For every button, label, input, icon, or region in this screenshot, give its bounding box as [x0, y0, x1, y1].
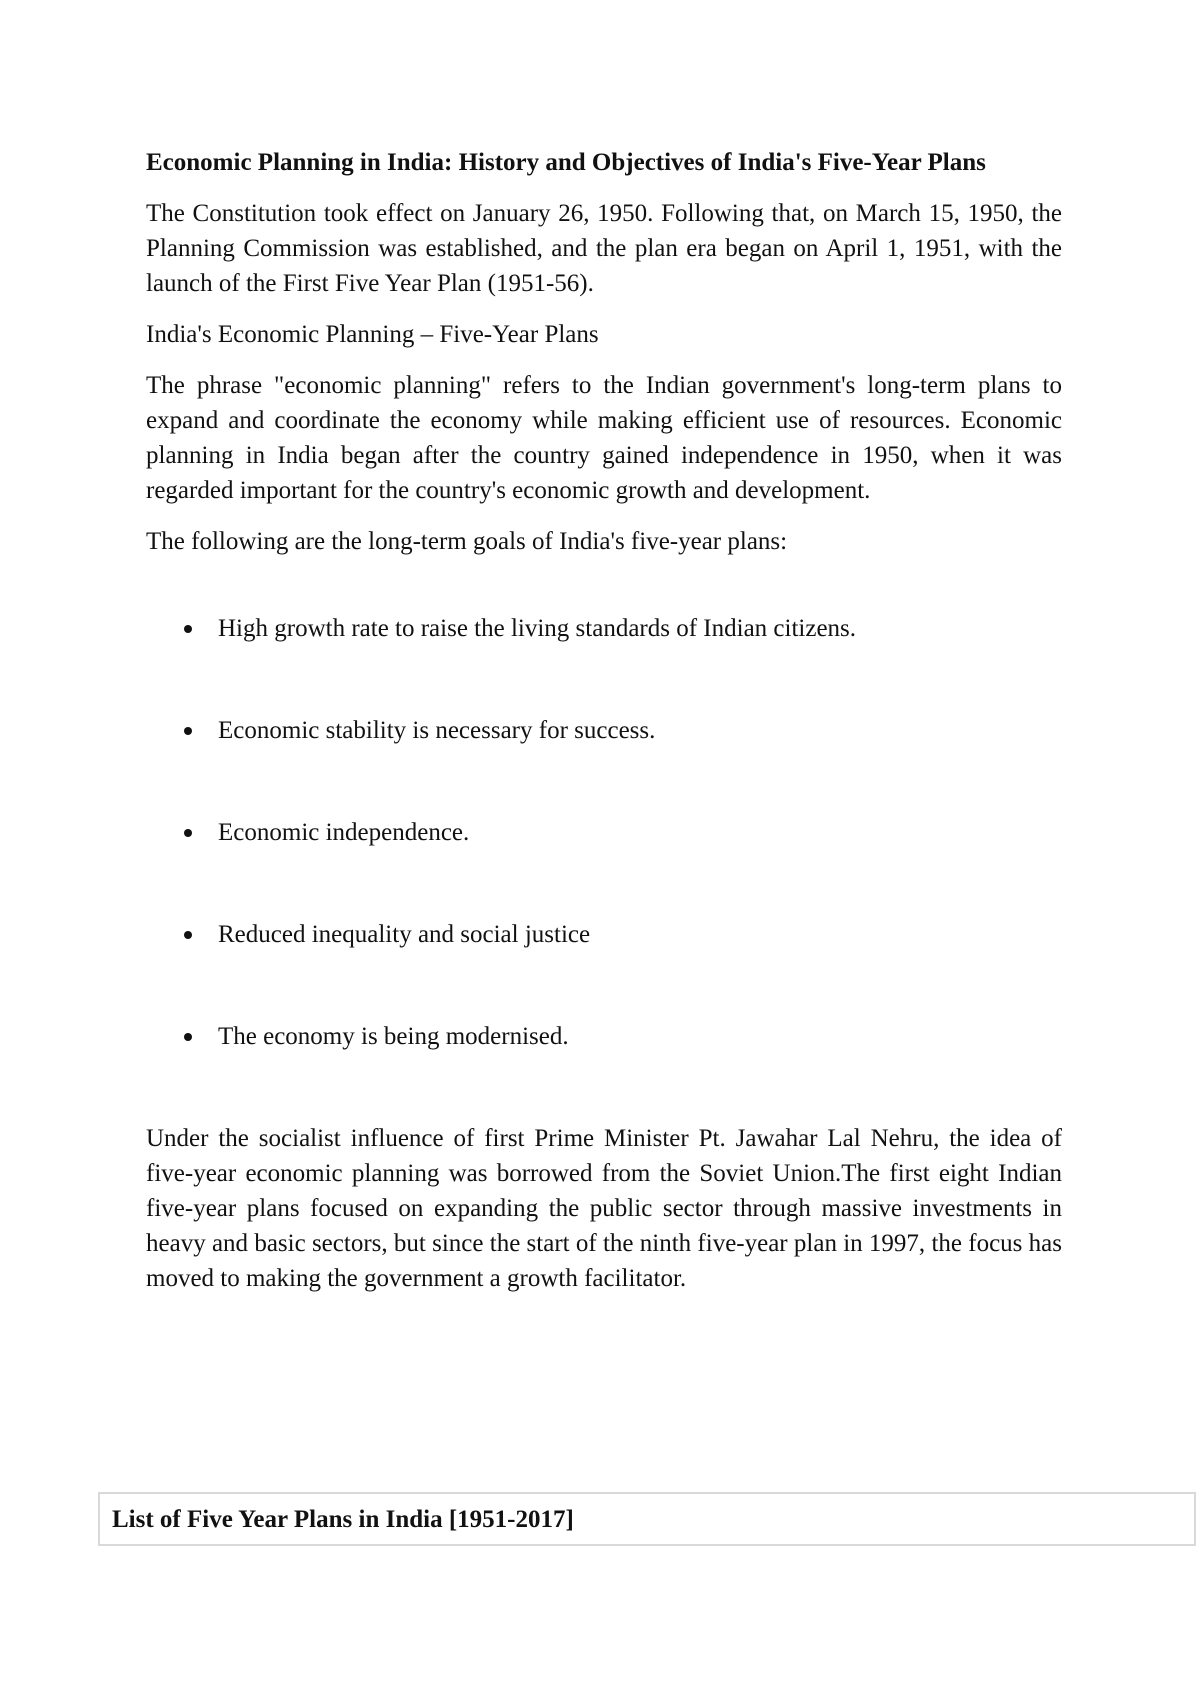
- bullet-icon: [184, 1033, 192, 1041]
- goal-text: High growth rate to raise the living standards of Indian citizens.: [218, 615, 857, 642]
- document-body: [146, 145, 1062, 1312]
- bullet-icon: [184, 727, 192, 735]
- list-item: [146, 713, 1062, 748]
- list-item: [146, 917, 1062, 952]
- goal-text: Reduced inequality and social justice: [218, 921, 591, 948]
- goals-list: [146, 611, 1062, 1054]
- list-box-heading: List of Five Year Plans in India [1951-2017]: [112, 1506, 574, 1533]
- five-year-plans-list-box: [98, 1492, 1196, 1546]
- list-item: [146, 1019, 1062, 1054]
- closing-paragraph: Under the socialist influence of first Prime Minister Pt. Jawahar Lal Nehru, the idea of five-year economic planning was borrowed from the Soviet Union.The first eight Indian five-year plans focused on expanding the public sector through massive investments in heavy and basic sectors, but since the start of the ninth five-year plan in 1997, the focus has moved to making the government a growth facilitator.: [146, 1125, 1062, 1292]
- bullet-icon: [184, 625, 192, 633]
- goal-text: Economic independence.: [218, 819, 470, 846]
- goals-intro-paragraph: The following are the long-term goals of India's five-year plans:: [146, 528, 788, 555]
- bullet-icon: [184, 931, 192, 939]
- list-item: [146, 611, 1062, 646]
- bullet-icon: [184, 829, 192, 837]
- goal-text: Economic stability is necessary for success.: [218, 717, 656, 744]
- list-item: [146, 815, 1062, 850]
- document-title: Economic Planning in India: History and Objectives of India's Five-Year Plans: [146, 149, 986, 176]
- intro-paragraph: The Constitution took effect on January 26, 1950. Following that, on March 15, 1950, the Planning Commission was established, and the plan era began on April 1, 1951, with the launch of the First Five Year Plan (1951-56).: [146, 200, 1062, 297]
- section-subheading: India's Economic Planning – Five-Year Plans: [146, 321, 599, 348]
- definition-paragraph: The phrase "economic planning" refers to the Indian government's long-term plans to expand and coordinate the economy while making efficient use of resources. Economic planning in India began after the country gained independence in 1950, when it was regarded important for the country's economic growth and development.: [146, 372, 1062, 504]
- goal-text: The economy is being modernised.: [218, 1023, 569, 1050]
